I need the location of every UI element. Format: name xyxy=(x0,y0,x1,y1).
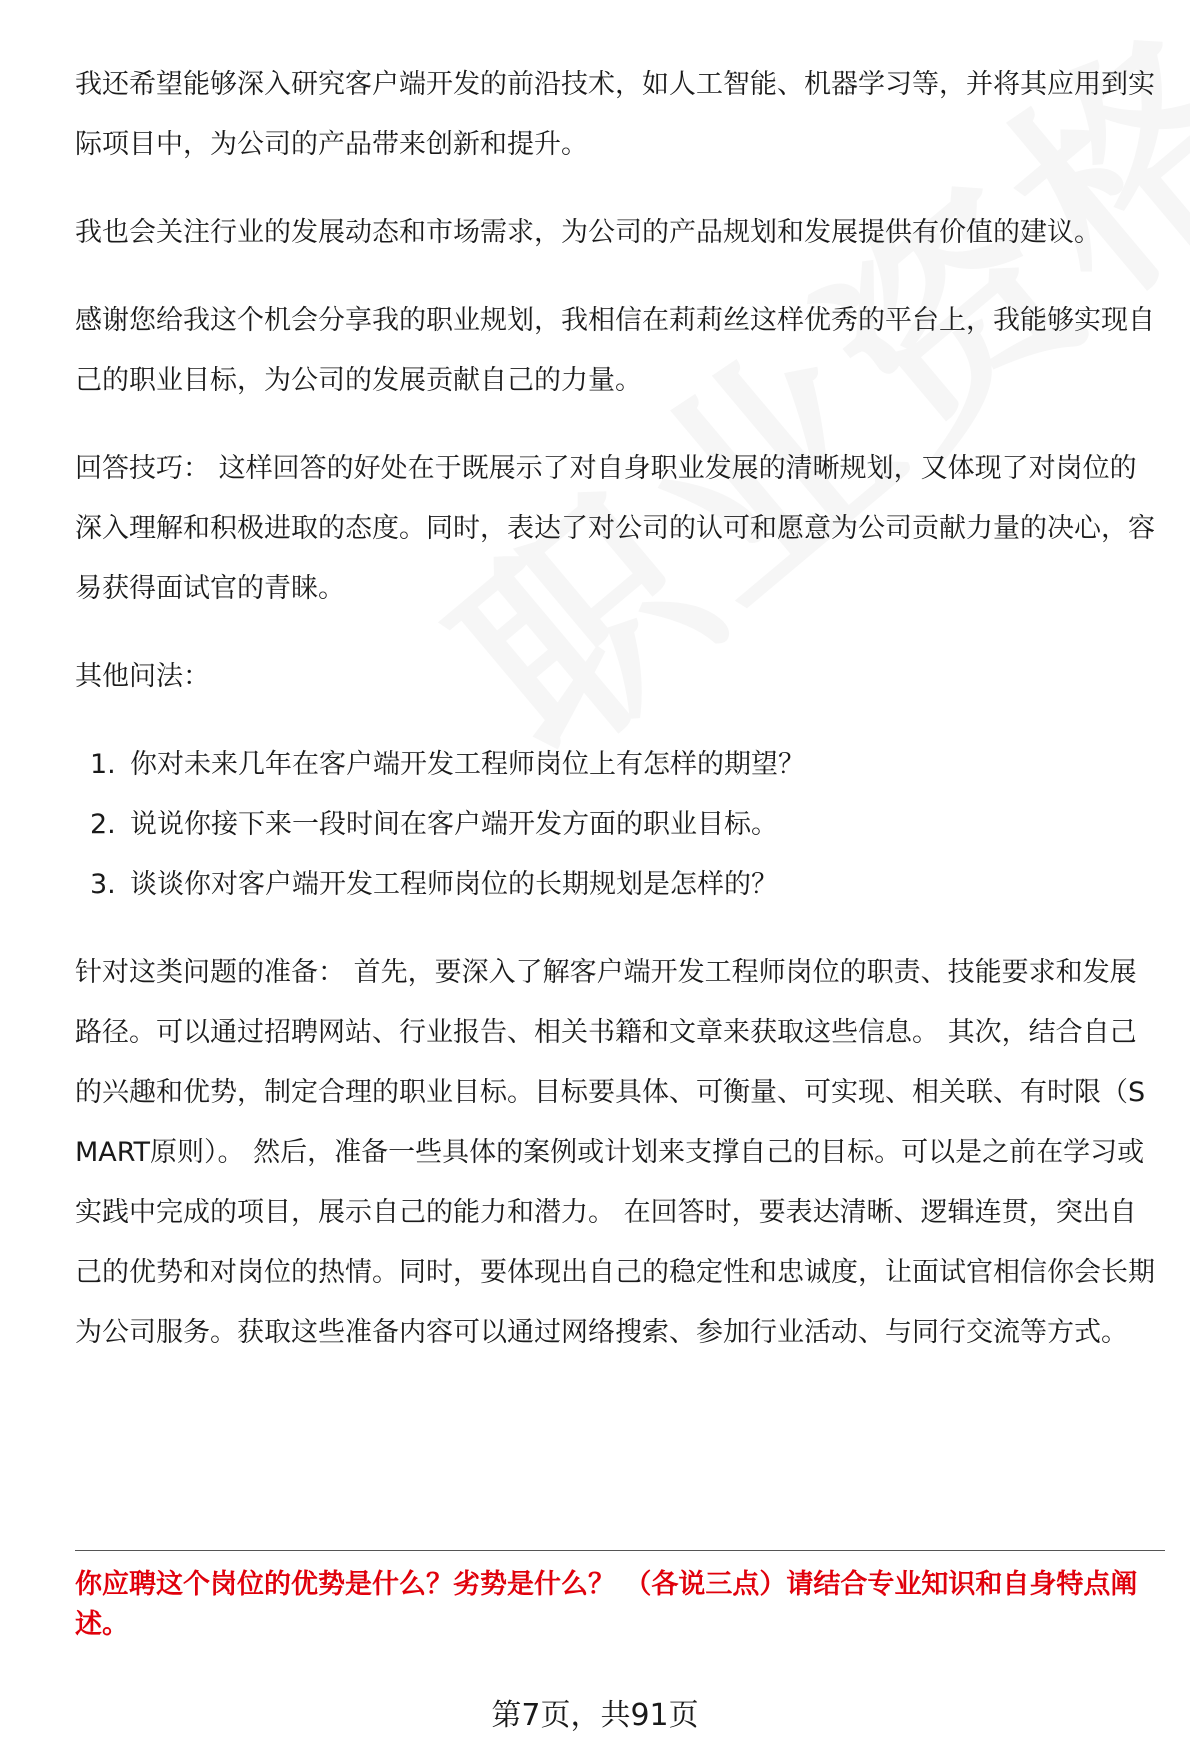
paragraph-thanks: 感谢您给我这个机会分享我的职业规划，我相信在莉莉丝这样优秀的平台上，我能够实现自己的职业目标，为公司的发展贡献自己的力量。 xyxy=(75,305,1155,396)
list-item xyxy=(75,795,1160,855)
list-item-text: 谈谈你对客户端开发工程师岗位的长期规划是怎样的？ xyxy=(130,869,778,900)
paragraph-tech-research: 我还希望能够深入研究客户端开发的前沿技术，如人工智能、机器学习等，并将其应用到实际项目中，为公司的产品带来创新和提升。 xyxy=(75,69,1155,160)
section-divider xyxy=(75,1550,1165,1551)
list-item-text: 你对未来几年在客户端开发工程师岗位上有怎样的期望？ xyxy=(130,749,805,780)
paragraph-industry-focus: 我也会关注行业的发展动态和市场需求，为公司的产品规划和发展提供有价值的建议。 xyxy=(75,217,1101,248)
list-item-text: 说说你接下来一段时间在客户端开发方面的职业目标。 xyxy=(130,809,778,840)
page-number: 第7页，共91页 xyxy=(491,1698,699,1733)
list-item-number: 2. xyxy=(90,809,116,840)
list-item xyxy=(75,855,1160,915)
other-questions-heading: 其他问法： xyxy=(75,661,210,692)
document-body xyxy=(75,55,1160,1391)
next-question-heading: 你应聘这个岗位的优势是什么？劣势是什么？ （各说三点）请结合专业知识和自身特点阐述。 xyxy=(75,1569,1138,1640)
paragraph-answer-tips: 回答技巧： 这样回答的好处在于既展示了对自身职业发展的清晰规划，又体现了对岗位的深入理解和积极进取的态度。同时，表达了对公司的认可和愿意为公司贡献力量的决心，容易获得面试官的青睐。 xyxy=(75,453,1155,604)
paragraph-preparation: 针对这类问题的准备： 首先，要深入了解客户端开发工程师岗位的职责、技能要求和发展路径。可以通过招聘网站、行业报告、相关书籍和文章来获取这些信息。 其次，结合自己的兴趣和优势，制定合理的职业目标。目标要具体、可衡量、可实现、相关联、有时限（SMART原则）。 然后，准备一些具体的案例或计划来支撑自己的目标。可以是之前在学习或实践中完成的项目，展示自己的能力和潜力。 在回答时，要表达清晰、逻辑连贯，突出自己的优势和对岗位的热情。同时，要体现出自己的稳定性和忠诚度，让面试官相信你会长期为公司服务。获取这些准备内容可以通过网络搜索、参加行业活动、与同行交流等方式。 xyxy=(75,957,1155,1348)
other-questions-list xyxy=(75,735,1160,915)
list-item-number: 1. xyxy=(90,749,116,780)
list-item xyxy=(75,735,1160,795)
list-item-number: 3. xyxy=(90,869,116,900)
